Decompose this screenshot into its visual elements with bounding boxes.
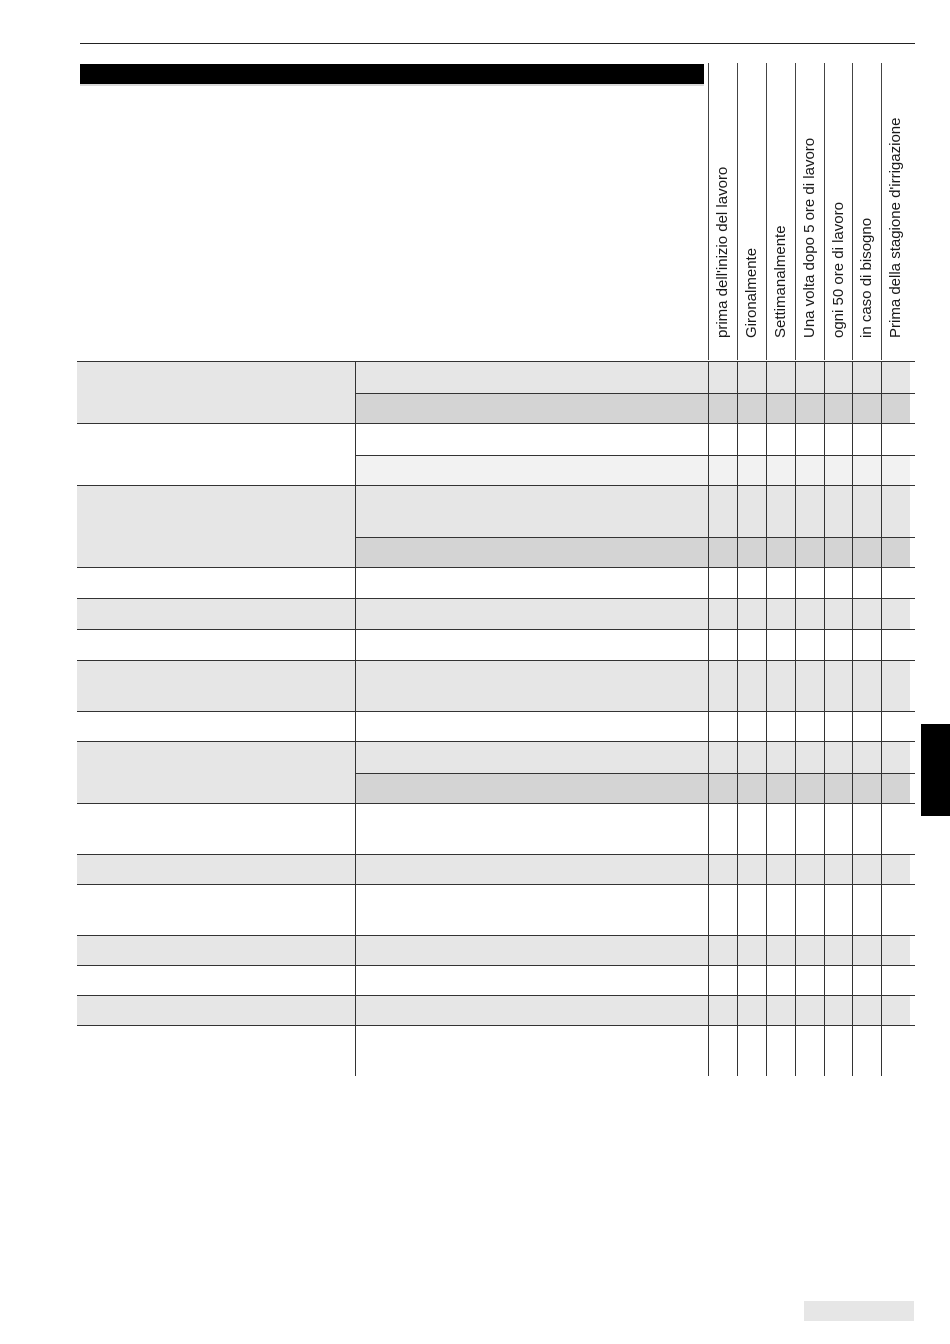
- frequency-mark-cell: [708, 996, 737, 1026]
- freq-col-0: [708, 63, 737, 360]
- frequency-mark-cell: [881, 966, 910, 996]
- frequency-mark-cell: [708, 966, 737, 996]
- table-row: [77, 966, 915, 996]
- frequency-mark-cell: [766, 599, 795, 630]
- frequency-mark-cell: [737, 424, 766, 455]
- frequency-mark-cell: [852, 455, 881, 486]
- frequency-mark-cell: [766, 424, 795, 455]
- frequency-mark-cell: [708, 1026, 737, 1076]
- freq-col-2: [766, 63, 795, 360]
- frequency-mark-cell: [766, 630, 795, 661]
- frequency-mark-cell: [795, 855, 824, 885]
- freq-label-1: Gironalmente: [743, 247, 760, 338]
- frequency-mark-cell: [737, 599, 766, 630]
- table-row: [77, 742, 915, 804]
- frequency-mark-cell: [824, 1026, 853, 1076]
- row-divider: [77, 711, 915, 712]
- table-row: [77, 661, 915, 712]
- table-row: [77, 885, 915, 936]
- detail-cell: [355, 599, 708, 630]
- frequency-mark-cell: [795, 773, 824, 804]
- frequency-mark-cell: [708, 804, 737, 855]
- frequency-mark-cell: [708, 455, 737, 486]
- frequency-mark-cell: [852, 742, 881, 773]
- frequency-mark-cell: [881, 362, 910, 393]
- freq-col-3: [795, 63, 824, 360]
- detail-cell: [355, 712, 708, 742]
- frequency-mark-cell: [737, 630, 766, 661]
- frequency-mark-cell: [737, 455, 766, 486]
- table-row: [77, 936, 915, 966]
- row-divider: [77, 995, 915, 996]
- frequency-mark-cell: [824, 393, 853, 424]
- frequency-mark-cell: [852, 996, 881, 1026]
- frequency-mark-cell: [795, 393, 824, 424]
- frequency-mark-cell: [737, 1026, 766, 1076]
- frequency-mark-cell: [852, 804, 881, 855]
- frequency-mark-cell: [824, 455, 853, 486]
- row-divider: [77, 485, 915, 486]
- frequency-mark-cell: [852, 393, 881, 424]
- table-row: [77, 599, 915, 630]
- frequency-mark-cell: [795, 537, 824, 568]
- frequency-mark-cell: [852, 885, 881, 936]
- frequency-mark-cell: [881, 630, 910, 661]
- frequency-mark-cell: [766, 936, 795, 966]
- freq-label-5: in caso di bisogno: [858, 217, 875, 338]
- frequency-mark-cell: [766, 773, 795, 804]
- frequency-mark-cell: [824, 568, 853, 599]
- task-cell: [77, 936, 355, 966]
- frequency-mark-cell: [852, 936, 881, 966]
- detail-cell: [355, 966, 708, 996]
- frequency-mark-cell: [852, 424, 881, 455]
- task-cell: [77, 424, 355, 486]
- frequency-mark-cell: [708, 362, 737, 393]
- frequency-mark-cell: [795, 885, 824, 936]
- frequency-mark-cell: [795, 568, 824, 599]
- frequency-mark-cell: [737, 996, 766, 1026]
- frequency-mark-cell: [708, 568, 737, 599]
- task-cell: [77, 486, 355, 568]
- task-cell: [77, 742, 355, 804]
- frequency-mark-cell: [881, 424, 910, 455]
- frequency-mark-cell: [708, 661, 737, 712]
- freq-label-6: Prima della stagione d'irrigazione: [887, 117, 904, 338]
- table-row: [77, 804, 915, 855]
- row-divider: [77, 803, 915, 804]
- frequency-mark-cell: [881, 804, 910, 855]
- freq-col-1: [737, 63, 766, 360]
- frequency-mark-cell: [795, 742, 824, 773]
- frequency-mark-cell: [766, 742, 795, 773]
- detail-cell: [355, 393, 708, 424]
- frequency-mark-cell: [795, 936, 824, 966]
- frequency-mark-cell: [737, 486, 766, 537]
- chapter-side-tab: [921, 724, 950, 816]
- frequency-mark-cell: [852, 486, 881, 537]
- page-number-box: [804, 1301, 914, 1321]
- frequency-mark-cell: [766, 855, 795, 885]
- frequency-mark-cell: [766, 712, 795, 742]
- frequency-mark-cell: [824, 996, 853, 1026]
- frequency-mark-cell: [881, 486, 910, 537]
- frequency-mark-cell: [766, 568, 795, 599]
- freq-col-4: [824, 63, 853, 360]
- frequency-mark-cell: [881, 885, 910, 936]
- frequency-mark-cell: [795, 455, 824, 486]
- frequency-mark-cell: [766, 996, 795, 1026]
- detail-cell: [355, 568, 708, 599]
- freq-label-0: prima dell'inizio del lavoro: [714, 166, 731, 338]
- frequency-mark-cell: [795, 804, 824, 855]
- frequency-mark-cell: [708, 885, 737, 936]
- frequency-mark-cell: [881, 661, 910, 712]
- frequency-mark-cell: [881, 855, 910, 885]
- frequency-mark-cell: [881, 936, 910, 966]
- frequency-mark-cell: [795, 1026, 824, 1076]
- frequency-mark-cell: [824, 424, 853, 455]
- frequency-mark-cell: [824, 537, 853, 568]
- frequency-mark-cell: [852, 599, 881, 630]
- frequency-mark-cell: [708, 712, 737, 742]
- sub-row-divider: [355, 455, 915, 456]
- freq-col-5: [852, 63, 881, 360]
- frequency-mark-cell: [766, 486, 795, 537]
- task-cell: [77, 630, 355, 661]
- frequency-mark-cell: [708, 486, 737, 537]
- frequency-mark-cell: [766, 804, 795, 855]
- frequency-mark-cell: [852, 537, 881, 568]
- detail-cell: [355, 855, 708, 885]
- frequency-mark-cell: [852, 362, 881, 393]
- frequency-mark-cell: [708, 393, 737, 424]
- frequency-mark-cell: [852, 773, 881, 804]
- task-cell: [77, 712, 355, 742]
- frequency-mark-cell: [737, 742, 766, 773]
- frequency-mark-cell: [737, 966, 766, 996]
- task-cell: [77, 1026, 355, 1076]
- frequency-mark-cell: [766, 1026, 795, 1076]
- detail-cell: [355, 773, 708, 804]
- frequency-mark-cell: [708, 773, 737, 804]
- detail-cell: [355, 537, 708, 568]
- frequency-mark-cell: [852, 1026, 881, 1076]
- frequency-mark-cell: [708, 630, 737, 661]
- task-cell: [77, 661, 355, 712]
- table-row: [77, 362, 915, 424]
- frequency-mark-cell: [766, 885, 795, 936]
- freq-label-3: Una volta dopo 5 ore di lavoro: [801, 137, 818, 338]
- frequency-mark-cell: [881, 393, 910, 424]
- frequency-mark-cell: [852, 568, 881, 599]
- table-row: [77, 996, 915, 1026]
- task-cell: [77, 855, 355, 885]
- frequency-mark-cell: [824, 804, 853, 855]
- row-divider: [77, 965, 915, 966]
- frequency-mark-cell: [737, 393, 766, 424]
- frequency-mark-cell: [737, 568, 766, 599]
- frequency-mark-cell: [881, 568, 910, 599]
- frequency-mark-cell: [766, 537, 795, 568]
- detail-cell: [355, 455, 708, 486]
- frequency-mark-cell: [737, 362, 766, 393]
- frequency-mark-cell: [737, 661, 766, 712]
- frequency-mark-cell: [708, 537, 737, 568]
- freq-label-2: Settimanalmente: [772, 225, 789, 338]
- detail-cell: [355, 885, 708, 936]
- table-row: [77, 855, 915, 885]
- frequency-mark-cell: [766, 393, 795, 424]
- frequency-mark-cell: [737, 885, 766, 936]
- section-title-bar: [80, 64, 704, 84]
- title-bar-shadow: [80, 84, 704, 86]
- frequency-mark-cell: [795, 486, 824, 537]
- row-divider: [77, 567, 915, 568]
- frequency-mark-cell: [708, 424, 737, 455]
- detail-cell: [355, 630, 708, 661]
- frequency-mark-cell: [708, 936, 737, 966]
- row-divider: [77, 361, 915, 362]
- frequency-mark-cell: [824, 486, 853, 537]
- row-divider: [77, 1025, 915, 1026]
- row-divider: [77, 423, 915, 424]
- task-cell: [77, 885, 355, 936]
- detail-cell: [355, 936, 708, 966]
- frequency-mark-cell: [795, 599, 824, 630]
- frequency-mark-cell: [737, 773, 766, 804]
- sub-row-divider: [355, 773, 915, 774]
- detail-cell: [355, 804, 708, 855]
- frequency-mark-cell: [766, 966, 795, 996]
- frequency-mark-cell: [852, 855, 881, 885]
- sub-row-divider: [355, 537, 915, 538]
- frequency-mark-cell: [766, 661, 795, 712]
- frequency-mark-cell: [737, 712, 766, 742]
- task-cell: [77, 599, 355, 630]
- frequency-mark-cell: [852, 630, 881, 661]
- table-row: [77, 424, 915, 486]
- frequency-mark-cell: [824, 661, 853, 712]
- frequency-mark-cell: [824, 742, 853, 773]
- frequency-mark-cell: [737, 537, 766, 568]
- frequency-mark-cell: [708, 599, 737, 630]
- frequency-mark-cell: [795, 996, 824, 1026]
- task-cell: [77, 568, 355, 599]
- detail-cell: [355, 996, 708, 1026]
- sub-row-divider: [355, 393, 915, 394]
- frequency-mark-cell: [881, 712, 910, 742]
- frequency-mark-cell: [824, 712, 853, 742]
- row-divider: [77, 741, 915, 742]
- task-cell: [77, 996, 355, 1026]
- frequency-mark-cell: [852, 966, 881, 996]
- frequency-mark-cell: [795, 661, 824, 712]
- frequency-mark-cell: [737, 804, 766, 855]
- frequency-mark-cell: [881, 773, 910, 804]
- detail-cell: [355, 1026, 708, 1076]
- frequency-mark-cell: [881, 742, 910, 773]
- detail-cell: [355, 742, 708, 773]
- frequency-mark-cell: [824, 362, 853, 393]
- row-divider: [77, 884, 915, 885]
- frequency-mark-cell: [824, 599, 853, 630]
- table-row: [77, 568, 915, 599]
- row-divider: [77, 629, 915, 630]
- frequency-mark-cell: [795, 712, 824, 742]
- task-cell: [77, 966, 355, 996]
- table-row: [77, 486, 915, 568]
- table-row: [77, 712, 915, 742]
- frequency-mark-cell: [852, 712, 881, 742]
- frequency-mark-cell: [795, 362, 824, 393]
- freq-label-4: ogni 50 ore di lavoro: [830, 202, 847, 338]
- task-cell: [77, 362, 355, 424]
- frequency-mark-cell: [852, 661, 881, 712]
- frequency-mark-cell: [824, 885, 853, 936]
- frequency-mark-cell: [766, 455, 795, 486]
- frequency-mark-cell: [708, 742, 737, 773]
- row-divider: [77, 854, 915, 855]
- frequency-mark-cell: [881, 455, 910, 486]
- freq-col-6: [881, 63, 910, 360]
- frequency-mark-cell: [881, 996, 910, 1026]
- frequency-mark-cell: [708, 855, 737, 885]
- table-row: [77, 1026, 915, 1076]
- frequency-mark-cell: [824, 630, 853, 661]
- top-rule: [80, 43, 915, 44]
- detail-cell: [355, 661, 708, 712]
- detail-cell: [355, 486, 708, 537]
- frequency-mark-cell: [824, 773, 853, 804]
- frequency-mark-cell: [824, 936, 853, 966]
- row-divider: [77, 660, 915, 661]
- frequency-mark-cell: [881, 1026, 910, 1076]
- frequency-mark-cell: [881, 537, 910, 568]
- table-row: [77, 630, 915, 661]
- frequency-mark-cell: [824, 855, 853, 885]
- frequency-mark-cell: [795, 424, 824, 455]
- frequency-mark-cell: [795, 630, 824, 661]
- frequency-mark-cell: [795, 966, 824, 996]
- detail-cell: [355, 362, 708, 393]
- frequency-mark-cell: [766, 362, 795, 393]
- frequency-mark-cell: [881, 599, 910, 630]
- detail-cell: [355, 424, 708, 455]
- row-divider: [77, 598, 915, 599]
- row-divider: [77, 935, 915, 936]
- frequency-mark-cell: [824, 966, 853, 996]
- frequency-mark-cell: [737, 855, 766, 885]
- frequency-mark-cell: [737, 936, 766, 966]
- task-cell: [77, 804, 355, 855]
